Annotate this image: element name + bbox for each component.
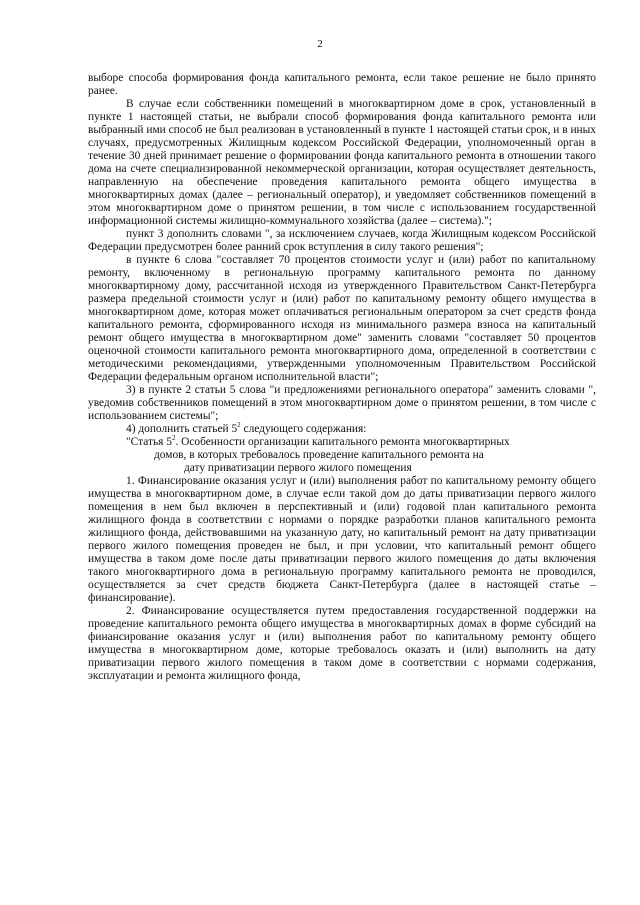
document-body bbox=[88, 72, 596, 683]
page-number: 2 bbox=[317, 38, 323, 50]
article-heading: "Статья $5^2$. Особенности организации капитального ремонта многоквартирных домов, в которых требовалось проведение капитального ремонта на дату приватизации первого жилого помещения bbox=[126, 434, 510, 474]
paragraph: В случае если собственники помещений в многоквартирном доме в срок, установленный в пункте 1 настоящей статьи, не выбрали способ формирования фонда капитального ремонта или выбранный ими способ не был реализован в установленный в пункте 1 настоящей статьи срок, и в иных случаях, предусмотренных Жилищным кодексом Российской Федерации, уполномоченный орган в течение 30 дней принимает решение о формировании фонда капитального ремонта в отношении такого дома на счете специализированной некоммерческой организации, которая осуществляет деятельность, направленную на обеспечение проведения капитального ремонта общего имущества в многоквартирных домах (далее – региональный оператор), и уведомляет собственников помещений в этом многоквартирном доме о принятом решении, в том числе с использованием государственной информационной системы жилищно-коммунального хозяйства (далее – система)."; bbox=[88, 98, 596, 227]
section-2: 2. Финансирование осуществляется путем предоставления государственной поддержки на проведение капитального ремонта общего имущества в многоквартирных домах в форме субсидий на финансирование оказания услуг и (или) выполнения работ по капитальному ремонту общего имущества в многоквартирном доме, которые требовалось оказать и (или) выполнить на дату приватизации первого жилого помещения в таком доме в соответствии с нормами содержания, эксплуатации и ремонта жилищного фонда, bbox=[88, 605, 596, 682]
paragraph: пункт 3 дополнить словами ", за исключением случаев, когда Жилищным кодексом Российской Федерации предусмотрен более ранний срок вступления в силу такого решения"; bbox=[88, 228, 596, 253]
paragraph: в пункте 6 слова "составляет 70 процентов стоимости услуг и (или) работ по капитальному ремонту, включенному в региональную программу капитального ремонта по данному многоквартирному дому, рассчитанной исходя из утвержденного Правительством Санкт-Петербурга размера предельной стоимости услуг и (или) работ по капитальному ремонту общего имущества в многоквартирном доме, которая может оплачиваться региональным оператором за счет средств фонда капитального ремонта, сформированного исходя из минимального размера взноса на капитальный ремонт общего имущества в многоквартирном доме" заменить словами "составляет 50 процентов оценочной стоимости капитального ремонта многоквартирного дома, определенной в соответствии с методическими рекомендациями, утвержденными уполномоченным Правительством Российской Федерации федеральным органом исполнительной власти"; bbox=[88, 254, 596, 383]
section-1: 1. Финансирование оказания услуг и (или) выполнения работ по капитальному ремонту общего имущества в многоквартирном доме, в случае если такой дом до даты приватизации первого жилого помещения в нем был включен в перспективный и (или) годовой план капитального ремонта жилищного фонда в соответствии с нормами о порядке разработки планов капитального ремонта жилищного фонда, действовавшими на указанную дату, но капитальный ремонт на дату приватизации первого жилого помещения проведен не был, и при условии, что капитальный ремонт общего имущества в таком доме после даты приватизации первого жилого помещения до даты включения такого многоквартирного дома в региональную программу капитального ремонта не проводился, осуществляется за счет средств бюджета Санкт-Петербурга (далее в настоящей статье – финансирование). bbox=[88, 475, 596, 604]
paragraph-add-article: 4) дополнить статьей $5^2$ следующего содержания: bbox=[126, 421, 367, 435]
paragraph: выборе способа формирования фонда капитального ремонта, если такое решение не было принято ранее. bbox=[88, 72, 596, 97]
paragraph: 3) в пункте 2 статьи 5 слова "и предложениями регионального оператора" заменить словами ", уведомив собственников помещений в этом многоквартирном доме о принятом решении, в том числе с использованием системы"; bbox=[88, 384, 596, 422]
